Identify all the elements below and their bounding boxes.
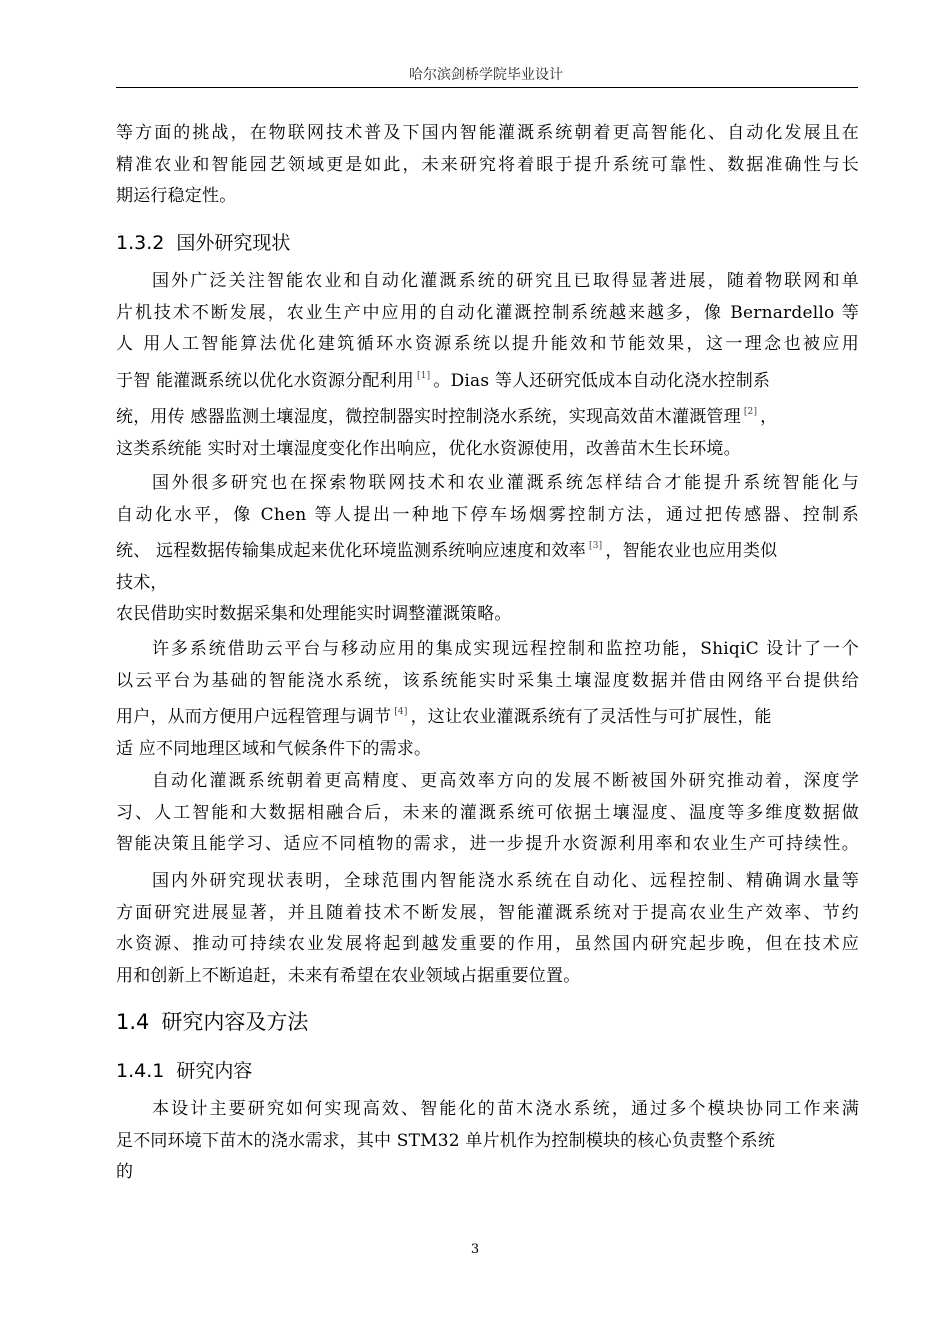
text-line: 国外很多研究也在探索物联网技术和农业灌溉系统怎样结合才能提升系统智能化与 <box>152 473 859 493</box>
text-line: 许多系统借助云平台与移动应用的集成实现远程控制和监控功能，ShiqiC 设计了一个 <box>152 639 859 659</box>
text-segment: 于智 能灌溉系统以优化水资源分配利用 <box>116 370 415 391</box>
text-line <box>116 361 859 398</box>
future-trend-paragraph <box>116 766 859 861</box>
text-line: 人 用人工智能算法优化建筑循环水资源系统以提升能效和节能效果，这一理念也被应用 <box>116 334 859 354</box>
text-line: 这类系统能 实时对土壤湿度变化作出响应，优化水资源使用，改善苗木生长环境。 <box>116 438 741 459</box>
text-line: 适 应不同地理区域和气候条件下的需求。 <box>116 738 432 759</box>
text-line: 自动化水平，像 Chen 等人提出一种地下停车场烟雾控制方法，通过把传感器、控制系 <box>116 504 859 525</box>
page-number: 3 <box>470 1242 480 1257</box>
text-segment: 统，用传 感器监测土壤湿度，微控制器实时控制浇水系统，实现高效苗木灌溉管理 <box>116 407 741 427</box>
text-line: 足不同环境下苗木的浇水需求，其中 STM32 单片机作为控制模块的核心负责整个系统 <box>116 1130 776 1151</box>
section-number: 1.3.2 <box>116 232 165 254</box>
text-segment: 。Dias 等人还研究低成本自动化浇水控制系 <box>433 370 771 391</box>
section-heading-1-4 <box>116 1006 308 1036</box>
iot-research-paragraph <box>116 468 859 631</box>
citation-ref-2[interactable]: [2] <box>743 407 758 417</box>
text-line: 期运行稳定性。 <box>116 186 237 206</box>
section-title: 研究内容 <box>176 1060 253 1082</box>
summary-paragraph <box>116 866 859 992</box>
citation-ref-3[interactable]: [3] <box>589 541 603 551</box>
text-line <box>116 697 859 734</box>
text-segment: ，这让农业灌溉系统有了灵活性与可扩展性，能 <box>410 707 772 727</box>
cloud-platform-paragraph <box>116 634 859 765</box>
text-line: 等方面的挑战，在物联网技术普及下国内智能灌溉系统朝着更高智能化、自动化发展且在 <box>116 123 859 143</box>
section-title: 研究内容及方法 <box>161 1010 309 1034</box>
text-line: 方面研究进展显著，并且随着技术不断发展，智能灌溉系统对于提高农业生产效率、节约 <box>116 902 859 923</box>
section-number: 1.4 <box>116 1010 150 1034</box>
text-line: 本设计主要研究如何实现高效、智能化的苗木浇水系统，通过多个模块协同工作来满 <box>152 1099 859 1119</box>
text-line <box>116 397 859 434</box>
section-heading-1-4-1 <box>116 1056 252 1083</box>
text-line: 水资源、推动可持续农业发展将起到越发重要的作用，虽然国内研究起步晚，但在技术应 <box>116 934 859 954</box>
text-line: 片机技术不断发展，农业生产中应用的自动化灌溉控制系统越来越多，像 Bernardello 等 <box>116 302 859 323</box>
text-line: 的 <box>116 1162 134 1182</box>
text-line: 国内外研究现状表明，全球范围内智能浇水系统在自动化、远程控制、精确调水量等 <box>152 871 859 891</box>
text-line: 智能决策且能学习、适应不同植物的需求，进一步提升水资源利用率和农业生产可持续性。 <box>116 834 859 854</box>
text-line: 以云平台为基础的智能浇水系统，该系统能实时采集土壤湿度数据并借由网络平台提供给 <box>116 670 859 691</box>
text-line: 习、人工智能和大数据相融合后，未来的灌溉系统可依据土壤湿度、温度等多维度数据做 <box>116 802 859 823</box>
text-line: 用和创新上不断追赶，未来有希望在农业领域占据重要位置。 <box>116 965 581 986</box>
intro-paragraph <box>116 118 859 213</box>
section-heading-1-3-2 <box>116 228 290 255</box>
text-line: 国外广泛关注智能农业和自动化灌溉系统的研究且已取得显著进展，随着物联网和单 <box>152 271 859 291</box>
text-segment: 用户，从而方便用户远程管理与调节 <box>116 707 392 727</box>
section-title: 国外研究现状 <box>176 232 291 254</box>
text-line: 精准农业和智能园艺领域更是如此，未来研究将着眼于提升系统可靠性、数据准确性与长 <box>116 154 859 175</box>
text-segment: 统、 远程数据传输集成起来优化环境监测系统响应速度和效率 <box>116 541 587 561</box>
citation-ref-4[interactable]: [4] <box>394 707 408 717</box>
text-segment: ， <box>760 407 778 427</box>
page-header: 哈尔滨剑桥学院毕业设计 <box>409 67 563 83</box>
section-number: 1.4.1 <box>116 1060 165 1082</box>
foreign-research-paragraph <box>116 266 859 465</box>
text-line: 自动化灌溉系统朝着更高精度、更高效率方向的发展不断被国外研究推动着，深度学 <box>152 771 859 791</box>
text-line <box>116 531 859 568</box>
header-divider <box>116 87 858 88</box>
text-line: 技术， <box>116 572 168 593</box>
citation-ref-1[interactable]: [1] <box>417 370 431 381</box>
text-segment: ，智能农业也应用类似 <box>605 541 778 561</box>
research-content-paragraph <box>116 1094 859 1189</box>
text-line: 农民借助实时数据采集和处理能实时调整灌溉策略。 <box>116 604 512 624</box>
